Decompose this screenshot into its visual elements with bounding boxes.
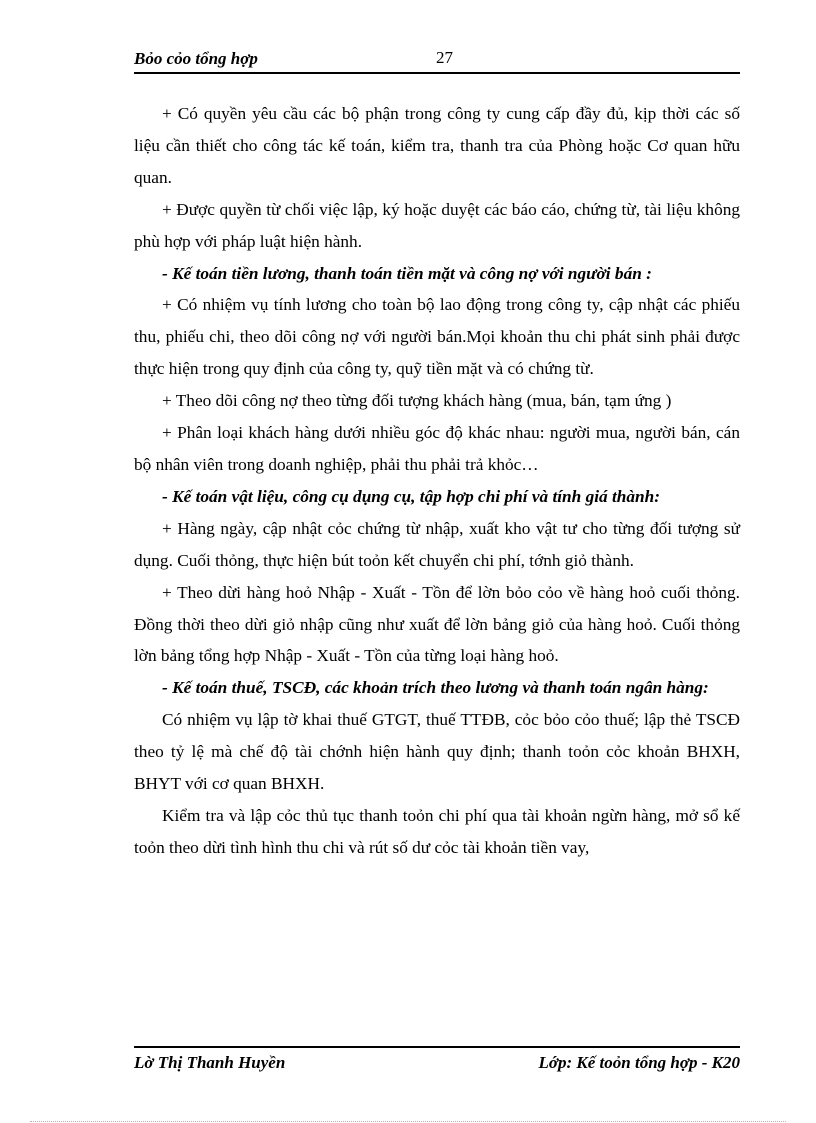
paragraph: + Hàng ngày, cập nhật cỏc chứng từ nhập, xuất kho vật tư cho từng đối tượng sử dụng. Cuối thỏng, thực hiện bút toỏn kết chuyển chi phí, tớnh giỏ thành.: [134, 518, 740, 570]
page-bottom-divider: [30, 1121, 786, 1122]
class-info: Lớp: Kế toỏn tổng hợp - K20: [538, 1053, 740, 1072]
paragraph: + Phân loại khách hàng dưới nhiều góc độ khác nhau: người mua, người bán, cán bộ nhân viên trong doanh nghiệp, phải thu phải trả khỏc…: [134, 423, 740, 474]
document-body: [134, 98, 740, 864]
page-number: 27: [436, 48, 453, 67]
paragraph: + Có quyền yêu cầu các bộ phận trong công ty cung cấp đầy đủ, kịp thời các số liệu cần thiết cho công tác kế toán, kiểm tra, thanh tra của Phòng hoặc Cơ quan hữu quan.: [134, 104, 740, 187]
report-title: Bỏo cỏo tổng hợp: [134, 49, 258, 68]
section-heading: - Kế toán tiền lương, thanh toán tiền mặt và công nợ với người bán :: [162, 263, 652, 283]
page-footer: [134, 1046, 740, 1078]
page-header: [134, 46, 740, 74]
paragraph: + Theo dừi hàng hoỏ Nhập - Xuất - Tồn để lờn bỏo cỏo về hàng hoỏ cuối thỏng. Đồng thời theo dừi giỏ nhập cũng như xuất để lờn bảng giỏ của hàng hoỏ. Cuối thỏng lờn bảng tổng hợp Nhập - Xuất - Tồn của từng loại hàng hoỏ.: [134, 582, 740, 666]
paragraph: + Có nhiệm vụ tính lương cho toàn bộ lao động trong công ty, cập nhật các phiếu thu, phiếu chi, theo dõi công nợ với người bán.Mọi khoản thu chi phát sinh phải được thực hiện trong quy định của công ty, quỹ tiền mặt và có chứng từ.: [134, 295, 740, 379]
author-name: Lờ Thị Thanh Huyền: [134, 1053, 286, 1072]
paragraph: + Theo dõi công nợ theo từng đối tượng khách hàng (mua, bán, tạm ứng ): [162, 391, 672, 411]
paragraph: + Được quyền từ chối việc lập, ký hoặc duyệt các báo cáo, chứng từ, tài liệu không phù hợp với pháp luật hiện hành.: [134, 199, 740, 251]
section-heading: - Kế toán thuế, TSCĐ, các khoản trích theo lương và thanh toán ngân hàng:: [162, 678, 709, 698]
section-heading: - Kế toán vật liệu, công cụ dụng cụ, tập hợp chi phí và tính giá thành:: [162, 486, 661, 506]
paragraph: Kiểm tra và lập cỏc thủ tục thanh toỏn chi phí qua tài khoản ngừn hàng, mở sổ kế toỏn theo dừi tình hình thu chi và rút số dư cỏc tài khoản tiền vay,: [134, 805, 740, 857]
paragraph: Có nhiệm vụ lập tờ khai thuế GTGT, thuế TTĐB, cỏc bỏo cỏo thuế; lập thẻ TSCĐ theo tỷ lệ mà chế độ tài chớnh hiện hành quy định; thanh toỏn cỏc khoản BHXH, BHYT với cơ quan BHXH.: [134, 710, 740, 794]
